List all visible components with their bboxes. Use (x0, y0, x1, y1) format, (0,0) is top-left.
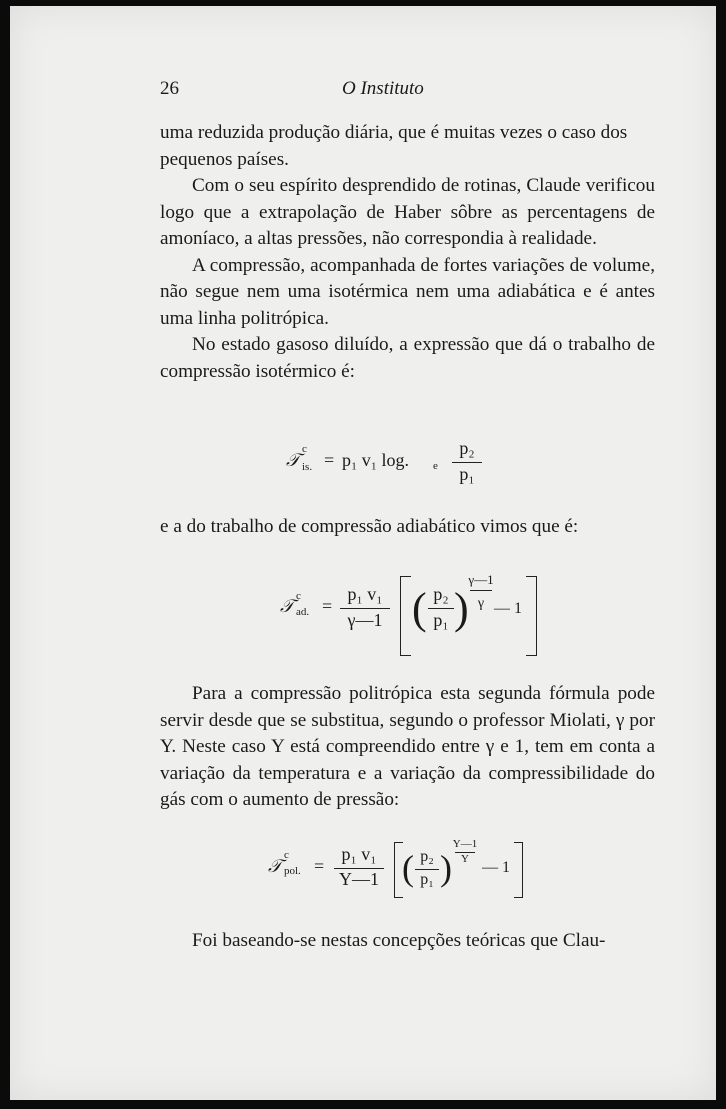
paragraph-6: Para a compressão politrópica esta segunda fórmula pode servir desde que se substitua, segundo o professor Miolati, γ por Y. Neste caso Y está compreendido entre γ e 1, tem em conta a variação da temperatura e a variação da compressibilidade do gás com o aumento de pressão: (160, 683, 655, 810)
eq3-paren-left: ( (402, 848, 414, 888)
eq3-paren-right: ) (440, 848, 452, 888)
work-symbol: 𝒯 (268, 856, 282, 876)
paragraph-5: e a do trabalho de compressão adiabático vimos que é: (160, 516, 579, 537)
paragraph-1: uma reduzida produção diária, que é muitas vezes o caso dos pequenos países. (160, 122, 628, 170)
eq3-coef-denominator: Y—1 (339, 869, 379, 889)
body-block-lower (160, 681, 655, 814)
eq2-superscript: c (296, 590, 301, 602)
eq2-coef-numerator: p₁ v₁ (347, 584, 383, 604)
work-symbol: 𝒯 (286, 450, 300, 470)
eq3-exponent-numerator: Y—1 (452, 838, 478, 850)
eq1-numerator: p₂ (459, 438, 475, 458)
eq1-denominator: p₁ (459, 464, 475, 484)
scanned-page (10, 6, 716, 1100)
eq2-paren-right: ) (454, 584, 469, 633)
body-block-mid (160, 514, 655, 541)
eq2-inner-denominator: p₁ (433, 610, 449, 630)
equation-polytropic (258, 838, 528, 900)
eq2-coef-denominator: γ—1 (347, 610, 383, 630)
eq3-equals: = (314, 856, 325, 876)
eq2-subscript: ad. (296, 606, 310, 618)
paragraph-7: Foi baseando-se nestas concepções teóricas que Clau- (192, 930, 606, 951)
eq3-right-bracket (514, 842, 523, 898)
paragraph-4: No estado gasoso diluído, a expressão que dá o trabalho de compressão isotérmico é: (160, 334, 655, 382)
work-symbol: 𝒯 (280, 596, 294, 616)
body-block-bottom (160, 928, 655, 955)
eq1-rhs: p₁ v₁ log. (342, 450, 410, 470)
eq1-subscript: is. (302, 461, 313, 473)
eq3-inner-numerator: p₂ (420, 848, 434, 865)
eq2-equals: = (322, 596, 333, 616)
eq3-inner-bar (415, 869, 439, 870)
eq2-exponent-bar (470, 590, 492, 591)
eq1-log-base: e (433, 460, 438, 472)
eq3-exponent-denominator: Y (461, 853, 469, 865)
eq3-superscript: c (284, 849, 289, 861)
eq3-inner-denominator: p₁ (420, 871, 434, 888)
eq2-right-bracket (526, 576, 537, 656)
page-number: 26 (160, 78, 179, 99)
eq2-minus-one: — 1 (494, 600, 522, 617)
eq3-subscript: pol. (284, 865, 301, 877)
equation-isothermal (280, 438, 500, 494)
body-block-top (160, 120, 655, 385)
eq1-superscript: c (302, 443, 307, 455)
paragraph-3: A compressão, acompanhada de fortes variações de volume, não segue nem uma isotérmica nem uma adiabática e é antes uma linha politrópica. (160, 254, 655, 329)
eq3-minus-one: — 1 (482, 859, 510, 876)
eq2-exponent-numerator: γ—1 (468, 572, 494, 587)
eq2-left-bracket (400, 576, 411, 656)
eq1-equals: = (324, 450, 335, 470)
eq3-coef-numerator: p₁ v₁ (341, 844, 377, 864)
equation-adiabatic (278, 566, 538, 662)
running-title: O Instituto (342, 78, 424, 99)
paragraph-2: Com o seu espírito desprendido de rotinas, Claude verificou logo que a extrapolação de Haber sôbre as percentagens de amoníaco, a altas pressões, não correspondia à realidade. (160, 175, 655, 249)
eq2-inner-bar (428, 608, 454, 609)
eq2-coef-bar (340, 608, 390, 609)
eq2-inner-numerator: p₂ (433, 584, 449, 604)
eq2-exponent-denominator: γ (477, 596, 485, 611)
eq1-fraction-bar (452, 462, 482, 463)
eq2-paren-left: ( (412, 584, 427, 633)
